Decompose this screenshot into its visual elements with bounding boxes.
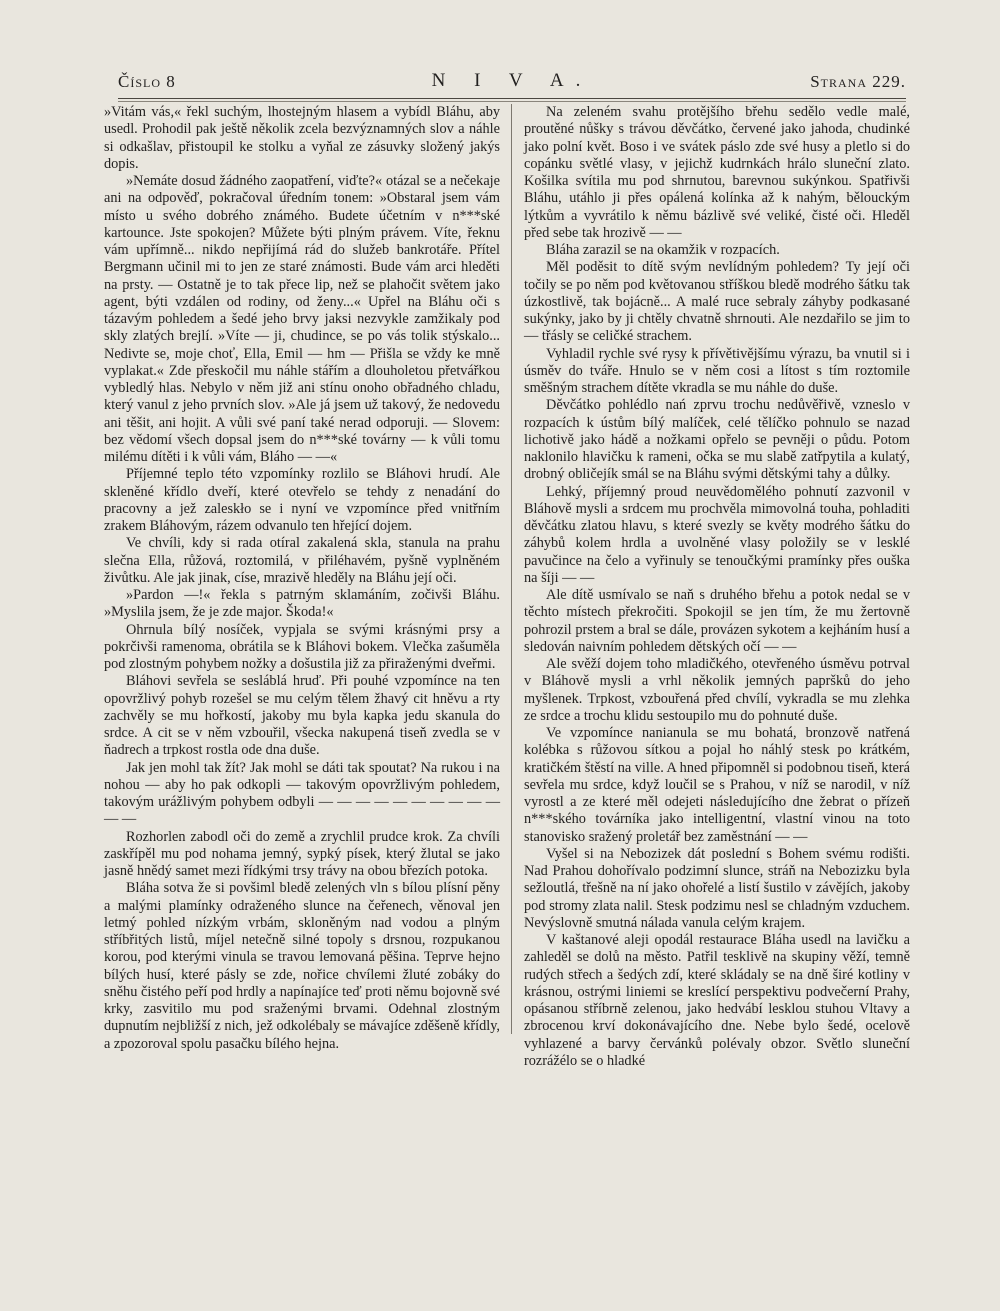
paragraph: Děvčátko pohlédlo nań zprvu trochu nedůvěřivě, vzneslo v rozpacích k ústům bílý malíček, celé tělíčko pohnulo se nazad lichotivě jako hádě a nožkami opřelo se pevněji o půdu. Potom naklonilo hlavičku k rameni, očka se mu slabě zatřpytila a kulatý, drobný obličejík smál se na Bláhu svými dětskými tahy a důlky. — [524, 397, 910, 483]
right-column — [524, 104, 910, 1070]
paragraph: Měl poděsit to dítě svým nevlídným pohledem? Ty její oči točily se po něm pod květovanou stříškou bledě modrého šátku tak úzkostlivě, tak bojácně... A malé ruce sebraly záhyby podkasané sukýnky, jako by ji chtěly chvatně shrnouti. Ale nezdařilo se jim to — třásly se celičké strachem. — [524, 259, 910, 345]
paragraph: Ale dítě usmívalo se naň s druhého břehu a potok nedal se v těchto místech překročiti. Spokojil se jen tím, že mu žertovně pohrozil prstem a bral se dále, provázen sykotem a kejháním husí a sledován naivním pohledem dětských očí — — — [524, 587, 910, 655]
paragraph: Jak jen mohl tak žít? Jak mohl se dáti tak spoutat? Na rukou i na nohou — aby ho pak odkopli — takovým opovržlivým pohledem, takovým urážlivým pohybem odbyli — — — — — — — — — — — — — [104, 759, 500, 828]
header-rule — [118, 98, 906, 99]
paragraph: Bláha zarazil se na okamžik v rozpacích. — [546, 242, 780, 258]
header-rule-secondary — [118, 101, 906, 102]
paragraph: Bláhovi sevřela se sesláblá hruď. Při pouhé vzpomínce na ten opovržlivý pohyb rozešel se mu celým tělem žhavý cit hněvu a rty zachvěly se mu hořkostí, jakoby mu byla kapka jedu skanula do srdce. A cit se v něm vzbouřil, všecka nakupená tiseň zvedla se v ňadrech a trpkost rostla ode dna duše. — [104, 673, 500, 759]
paragraph: Ale svěží dojem toho mladičkého, otevřeného úsměvu potrval v Bláhově mysli a vrhl několik jemných papršků do jeho myšlenek. Trpkost, vzbouřená před chvílí, vykradla se mu zlehka ze srdce a trochu klidu sestoupilo mu do pohnuté duše. — [524, 656, 910, 724]
paragraph: »Vitám vás,« řekl suchým, lhostejným hlasem a vybídl Bláhu, aby usedl. Prohodil pak ještě několik zcela bezvýznamných slov a náhle si odkašlav, přistoupil ke stolku a vyňal ze zásuvky složený jakýs dopis. — [104, 104, 500, 172]
paragraph: Lehký, příjemný proud neuvědomělého pohnutí zazvonil v Bláhově mysli a srdcem mu prochvěla mimovolná touha, pohladiti děvčátku zlatou hlavu, s které svezly se květy modrého šátku do záhybů kolem hrdla a uvolněné vlasy položily se v lesklé pavučince na čelo a vyřinuly se tenoučkými pramínky přes ouška na šíji — — — [524, 483, 910, 586]
issue-number: Číslo 8 — [118, 72, 176, 91]
paragraph: Ve vzpomínce nanianula se mu bohatá, bronzově natřená kolébka s růžovou sítkou a pojal ho náhlý stesk po krátkém, kratičkém štěstí na ville. A hned připomněl si podobnou tiseň, která sevřela mu srdce, když loučil se s Prahou, v níž se narodil, v níž vyrostl a ze které měl odejeti následujícího dne žebrat o přízeň n***ského továrníka jako intelligentní, vlastní vinou na toto stanovisko sražený proletář bez zaměstnání — — — [524, 725, 910, 845]
paragraph: »Pardon —!« řekla s patrným sklamáním, zočivši Bláhu. »Myslila jsem, že je zde major. Škoda!« — [104, 587, 500, 621]
paragraph: Bláha sotva že si povšiml bledě zelených vln s bílou plísní pěny a malými plamínky odraženého slunce na čeřenech, věnoval jen letmý pohled nízkým vrbám, skloněným nad vodou a plným stříbřitých listů, míjel netečně silné topoly s drsnou, rozpukanou korou, pod kterými vinula se travou lemovaná pěšina. Teprve hejno bílých husí, které pásly se zde, nořice chvílemi žluté zobáky do sněhu čistého peří pod hrdly a napínajíce teď proti němu bojovně své krky, zasvitilo mu pod sraženými brvami. Odehnal zlostným dupnutím nejbližší z nich, jež odkolébaly se mávajíce zděšeně křídly, a zpozoroval spolu pasačku bílého hejna. — [104, 880, 500, 1052]
left-column — [104, 104, 500, 1053]
paragraph: »Nemáte dosud žádného zaopatření, viďte?« otázal se a nečekaje ani na odpověď, pokračoval úředním tonem: »Obstaral jsem vám místo u svého dobrého známého. Budete účetním v n***ské kartounce. Jste spokojen? Můžete býti plným právem. Víte, řeknu vám upřímně... nikdo nepřijímá rád do služeb bankrotáře. Přítel Bergmann učinil mi to jen ze staré známosti. Bude vám arci hleděti na prsty. — Ostatně je to tak přece lip, než se plahočit světem jako agent, býti vzdálen od rodiny, od ženy...« Upřel na Bláhu oči s tázavým pohledem a šedé jeho brvy jaksi nezvykle zamžikaly pod skly zlatých brejlí. »Víte — ji, chudince, se po vás tolik stýskalo... Nedivte se, moje choť, Ella, Emil — hm — Přišla se vždy ke mně vyplakat.« Zde přeskočil mu náhle stářím a dlouholetou přetvářkou vybledlý hlas. Nebylo v něm již ani stínu onoho obřadného chladu, který vanul z jeho prvních slov. »Ale já jsem už takový, že nedovedu ani těšit, ani hojit. A vůli své paní také nerad odporuji. — Slovem: bez vědomí všech dopsal jsem do n***ské továrny — k vůli tomu milému dítěti i k vůli vám, Bláho — —« — [104, 173, 500, 465]
paragraph: Vyšel si na Nebozizek dát poslední s Bohem svému rodišti. Nad Prahou dohořívalo podzimní slunce, stráň na Nebozizku byla sežloutlá, třešně na ní jako ohořelé a listí šustilo v závějích, jakoby pod stromy zlata nalil. Stesk podzimu nesl se chladným vzduchem. Nevýslovně smutná nálada vanula celým krajem. — [524, 845, 910, 931]
page-header — [118, 72, 906, 96]
magazine-title: N I V A. — [431, 70, 593, 91]
paragraph: Ohrnula bílý nosíček, vypjala se svými krásnými prsy a pokrčivši ramenoma, obrátila se k Bláhovi bokem. Vlečka zašuměla pod zlostným pohybem nožky a došustila již za přiraženými dveřmi. — [104, 621, 500, 672]
paragraph: Na zeleném svahu protějšího břehu sedělo vedle malé, proutěné nůšky s trávou děvčátko, červené jako jahoda, chudinké jako polní květ. Boso i ve svátek páslo zde své husy a pletlo si do copánku světlé vlasy, v jejichž kudrnkách hrálo sluneční zlato. Košilka svítila mu pod shrnutou, barevnou sukýnkou. Spatřivši Bláhu, utáhlo ji přes opálená kolínka až k nahým, bělouckým lýtkům a vyvrátilo k němu bázlivě své veliké, čisté oči. Hleděl před sebe tak hrozivě — — — [524, 104, 910, 241]
column-divider — [511, 104, 512, 1034]
paragraph: Vyhladil rychle své rysy k přívětivějšímu výrazu, ba vnutil si i úsměv do tváře. Hnulo se v něm cosi a lítost s tím roztomile směšným strachem dítěte vkradla se mu náhle do duše. — [524, 345, 910, 396]
paragraph: Příjemné teplo této vzpomínky rozlilo se Bláhovi hrudí. Ale skleněné křídlo dveří, které otevřelo se tehdy z nenadání do pracovny a jež zaleskło se i nyní ve vzpomínce před vnitřním zrakem Bláhovým, rázem odvanulo ten hřející dojem. — [104, 466, 500, 534]
paragraph: Rozhorlen zabodl oči do země a zrychlil prudce krok. Za chvíli zaskřípěl mu pod nohama jemný, sypký písek, který žlutal se jako jasně hnědý samet mezi řídkými trsy trávy na obou březích potoka. — [104, 828, 500, 879]
page-number: Strana 229. — [810, 72, 906, 91]
paragraph: V kaštanové aleji opodál restaurace Bláha usedl na lavičku a zahleděl se dolů na město. Patřil tesklivě na skupiny věží, temně rudých střech a šedých zdí, které skládaly se na dně širé kotliny v krásnou, ostrými liniemi se kreslící perspektivu podvečerní Prahy, opásanou stříbrně zelenou, jako hedvábí lesklou stuhou Vltavy a zbrocenou krví dokonávajícího dne. Nebe bylo šedé, ocelově vyhlazené a barvy červánků polévaly obzor. Světlo sluneční rozrážélo se o hladké — [524, 932, 910, 1069]
paragraph: Ve chvíli, kdy si rada otíral zakalená skla, stanula na prahu slečna Ella, růžová, roztomilá, v přiléhavém, pyšně vyplněném živůtku. Ale jak jinak, císe, mrazivě hleděly na Bláhu její oči. — [104, 535, 500, 586]
